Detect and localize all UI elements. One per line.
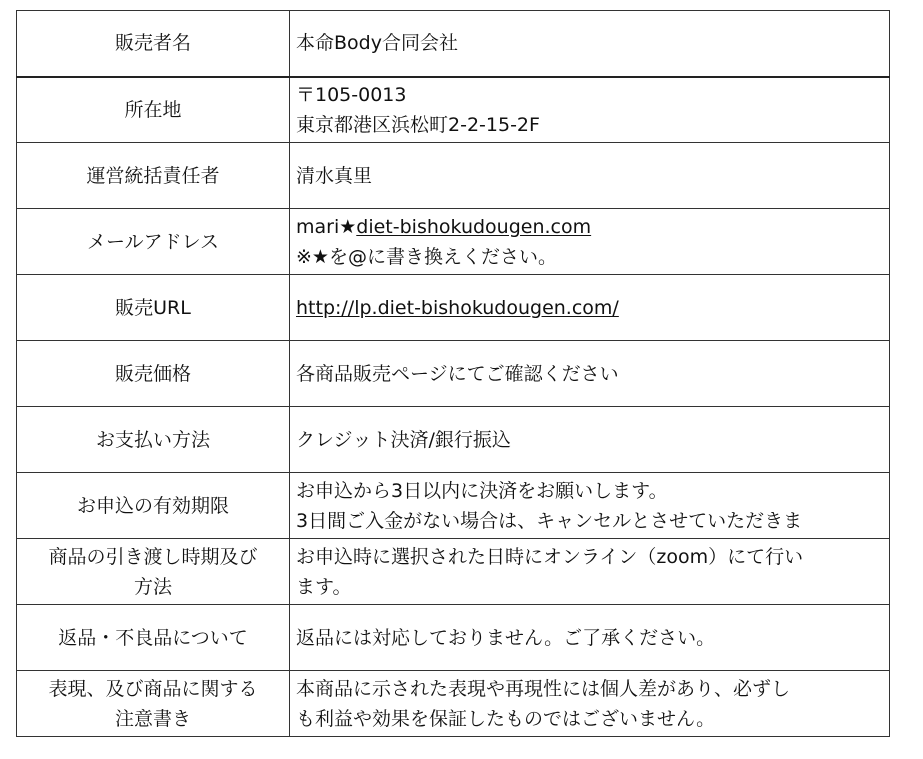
table-row-url: [17, 275, 890, 341]
value-returns: [290, 605, 890, 671]
disclaimer-label-line-1: 表現、及び商品に関する: [48, 677, 258, 700]
value-address: [290, 77, 890, 143]
delivery-line-2: ます。: [296, 575, 352, 598]
value-seller: [290, 11, 890, 77]
seller-name: 本命Body合同会社: [296, 32, 458, 55]
returns-text: 返品には対応しておりません。ご了承ください。: [296, 626, 716, 649]
label-email: メールアドレス: [17, 209, 290, 275]
email-note: ※★を@に書き換えください。: [296, 245, 557, 268]
label-url: 販売URL: [17, 275, 290, 341]
sales-url-link[interactable]: http://lp.diet-bishokudougen.com/: [296, 296, 619, 319]
table-row-deadline: [17, 473, 890, 539]
table-row-payment: [17, 407, 890, 473]
value-url: [290, 275, 890, 341]
label-manager: 運営統括責任者: [17, 143, 290, 209]
value-price: [290, 341, 890, 407]
disclaimer-line-2: も利益や効果を保証したものではございません。: [296, 707, 716, 730]
label-seller: 販売者名: [17, 11, 290, 77]
label-address: 所在地: [17, 77, 290, 143]
manager-name: 清水真里: [296, 164, 373, 187]
label-returns: 返品・不良品について: [17, 605, 290, 671]
price-text: 各商品販売ページにてご確認ください: [296, 362, 619, 385]
table-row-manager: [17, 143, 890, 209]
value-manager: [290, 143, 890, 209]
label-price: 販売価格: [17, 341, 290, 407]
street-address: 東京都港区浜松町2-2-15-2F: [296, 113, 540, 136]
label-disclaimer: [17, 671, 290, 737]
disclaimer-label-line-2: 注意書き: [114, 707, 191, 730]
table-row-address: [17, 77, 890, 143]
deadline-line-2: 3日間ご入金がない場合は、キャンセルとさせていただきま: [296, 509, 803, 532]
email-prefix: mari★: [296, 215, 357, 238]
delivery-label-line-1: 商品の引き渡し時期及び: [48, 545, 258, 568]
disclaimer-line-1: 本商品に示された表現や再現性には個人差があり、必ずし: [296, 677, 791, 700]
table-row-disclaimer: [17, 671, 890, 737]
table-row-seller: [17, 11, 890, 77]
label-payment: お支払い方法: [17, 407, 290, 473]
email-domain-link[interactable]: diet-bishokudougen.com: [356, 215, 592, 238]
commercial-disclosure-table: [16, 10, 890, 737]
value-email: [290, 209, 890, 275]
label-delivery: [17, 539, 290, 605]
value-payment: [290, 407, 890, 473]
table-row-email: [17, 209, 890, 275]
table-row-delivery: [17, 539, 890, 605]
postal-code: 〒105-0013: [296, 83, 407, 106]
deadline-line-1: お申込から3日以内に決済をお願いします。: [296, 479, 668, 502]
email-line: [296, 212, 885, 242]
value-delivery: [290, 539, 890, 605]
table-row-price: [17, 341, 890, 407]
value-deadline: [290, 473, 890, 539]
value-disclaimer: [290, 671, 890, 737]
delivery-line-1: お申込時に選択された日時にオンライン（zoom）にて行い: [296, 545, 804, 568]
payment-text: クレジット決済/銀行振込: [296, 428, 511, 451]
label-deadline: お申込の有効期限: [17, 473, 290, 539]
delivery-label-line-2: 方法: [133, 575, 172, 598]
table-row-returns: [17, 605, 890, 671]
